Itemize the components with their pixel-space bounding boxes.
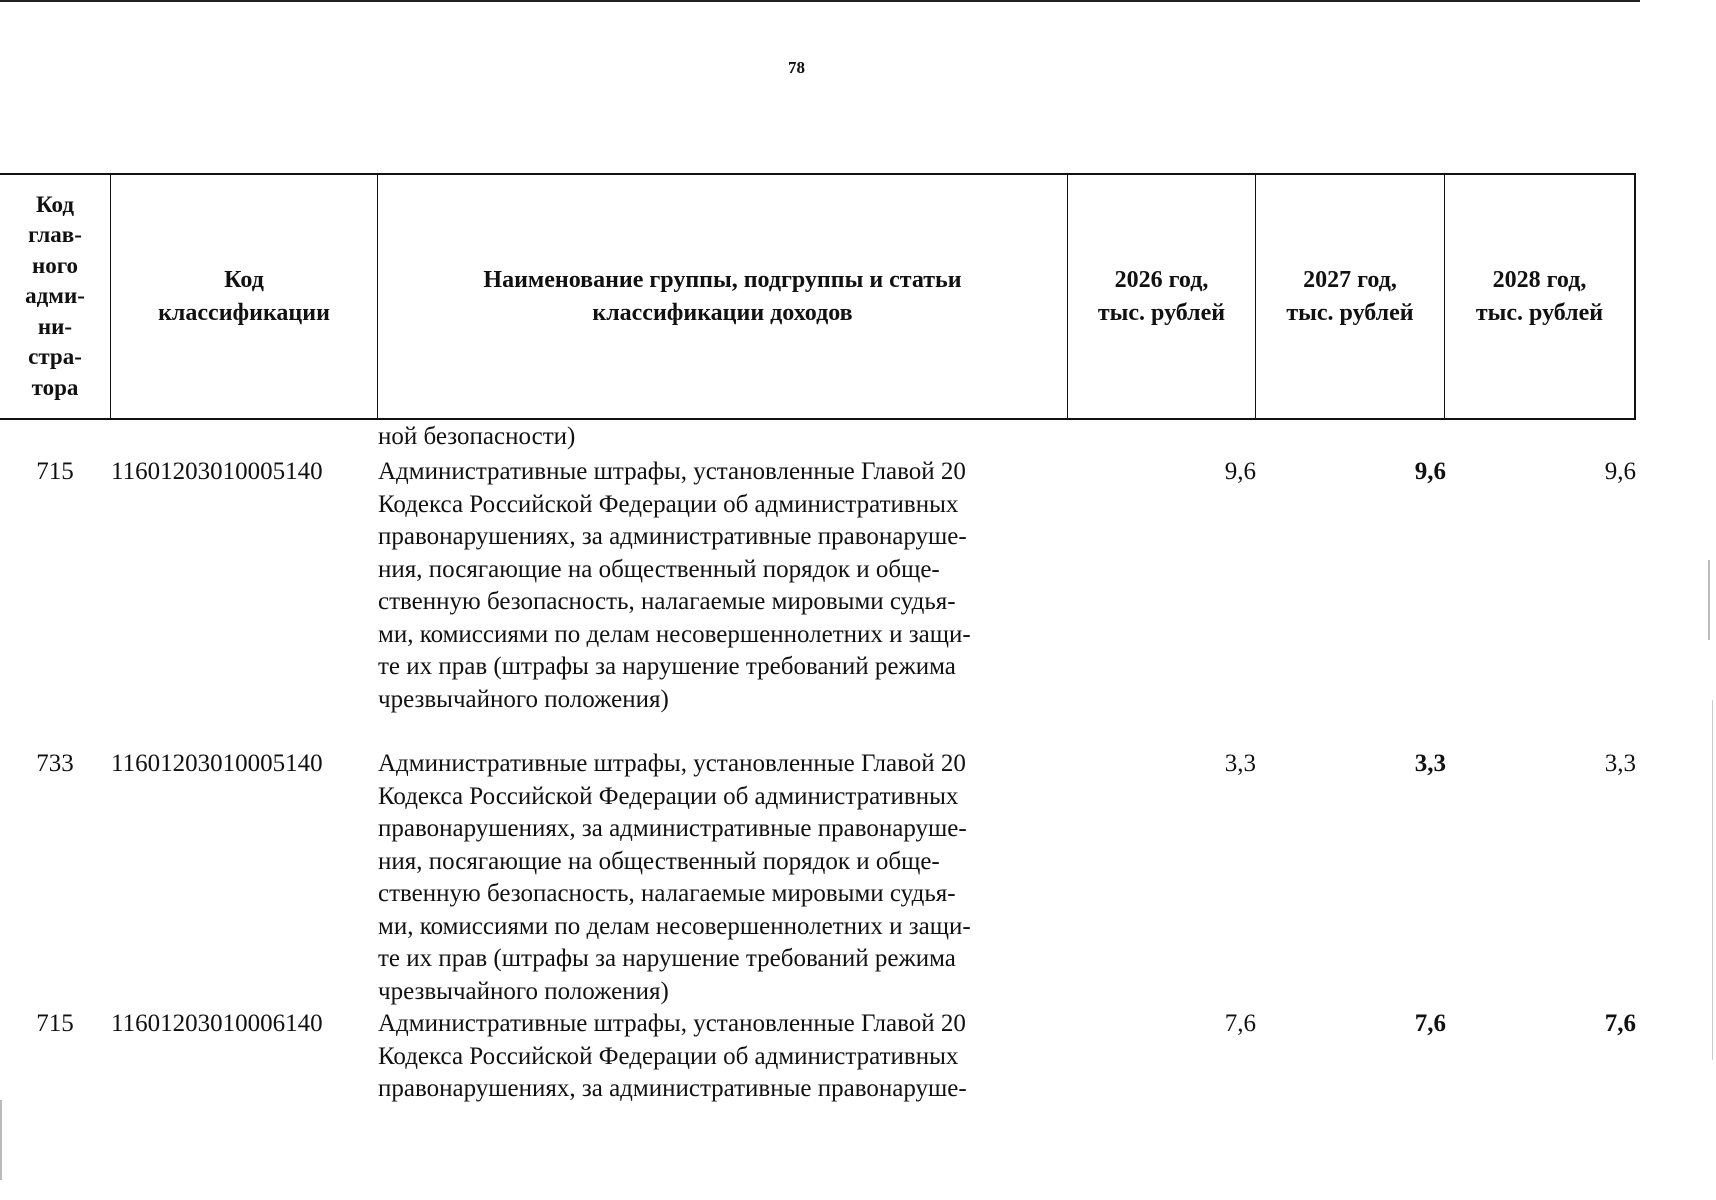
header-2028: 2028 год, тыс. рублей (1444, 175, 1634, 418)
classification-code-cell: 11601203010005140 (111, 750, 323, 777)
income-name-cell: Административные штрафы, установленные Главой 20 Кодекса Российской Федерации об административных правонарушениях, за административные правонаруше- ния, посягающие на общественный порядок и обще- ственную безопасность, налагаемые мировыми судья- ми, комиссиями по делам несовершеннолетних и защи- те их прав (штрафы за нарушение требований режима чрезвычайного положения) (378, 458, 971, 713)
header-income-name: Наименование группы, подгруппы и статьи классификации доходов (377, 175, 1067, 418)
income-name-cell: Административные штрафы, установленные Главой 20 Кодекса Российской Федерации об административных правонарушениях, за административные правонаруше- ния, посягающие на общественный порядок и обще- ственную безопасность, налагаемые мировыми судья- ми, комиссиями по делам несовершеннолетних и защи- те их прав (штрафы за нарушение требований режима чрезвычайного положения) (378, 750, 971, 1005)
value-2028-cell: 3,3 (1604, 750, 1636, 777)
classification-code-cell: 11601203010006140 (111, 1010, 323, 1037)
value-2027-cell: 9,6 (1414, 458, 1446, 485)
header-2026: 2026 год, тыс. рублей (1067, 175, 1255, 418)
header-classification-code: Код классификации (110, 175, 377, 418)
income-name-cell: Административные штрафы, установленные Главой 20 Кодекса Российской Федерации об административных правонарушениях, за административные правонаруше- (378, 1010, 967, 1102)
classification-code-cell: 11601203010005140 (111, 458, 323, 485)
value-2028-cell: 7,6 (1604, 1010, 1636, 1037)
admin-code-cell: 715 (36, 458, 74, 485)
page-number: 78 (788, 58, 805, 77)
value-2026-cell: 9,6 (1224, 458, 1256, 485)
admin-code-cell: 733 (36, 750, 74, 777)
value-2027-cell: 7,6 (1414, 1010, 1446, 1037)
scan-artifact (0, 1100, 2, 1180)
table-header (0, 173, 1636, 420)
scan-artifact (1708, 560, 1710, 640)
value-2026-cell: 7,6 (1224, 1010, 1256, 1037)
admin-code-cell: 715 (36, 1010, 74, 1037)
continuation-text: ной безопасности) (378, 423, 576, 450)
header-2027: 2027 год, тыс. рублей (1255, 175, 1444, 418)
value-2028-cell: 9,6 (1604, 458, 1636, 485)
header-admin-code: Код глав- ного адми- ни- стра- тора (25, 191, 85, 400)
scan-artifact (1712, 700, 1713, 1060)
top-rule (0, 0, 1640, 2)
value-2026-cell: 3,3 (1224, 750, 1256, 777)
value-2027-cell: 3,3 (1414, 750, 1446, 777)
